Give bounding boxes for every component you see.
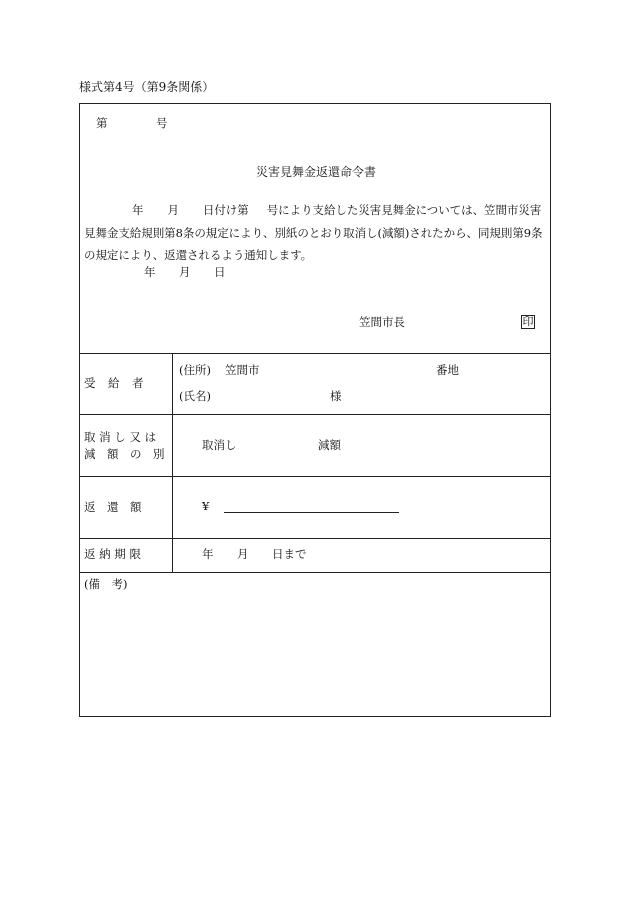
number-prefix: 第 xyxy=(96,116,108,130)
divider xyxy=(79,414,551,415)
paragraph-text-2: 号により支給した災害見舞金については、笠間市災害見舞金支給規則第8条の規定により、別紙のとおり取消し(減額)されたから、同規則第9条の規定により、返還されるよう通知します。 xyxy=(84,203,543,262)
column-divider xyxy=(172,353,173,572)
type-option-cancel: 取消し xyxy=(202,438,237,452)
paragraph-month: 月 xyxy=(167,203,179,217)
document-title: 災害見舞金返還命令書 xyxy=(256,165,377,179)
issue-year: 年 xyxy=(144,265,156,279)
name-label: (氏名) xyxy=(179,389,211,403)
deadline-label: 返 納 期 限 xyxy=(84,547,141,561)
address-suffix: 番地 xyxy=(436,363,459,377)
form-frame xyxy=(79,103,551,717)
deadline-year: 年 xyxy=(202,547,214,561)
paragraph-text-1: 日付け第 xyxy=(202,203,249,217)
type-label-line1: 取 消 し 又 は xyxy=(84,430,157,444)
form-number: 様式第4号（第9条関係） xyxy=(79,80,215,94)
divider xyxy=(79,353,551,354)
type-label-line2: 減 額 の 別 xyxy=(84,447,165,461)
seal-mark: 印 xyxy=(522,315,534,328)
type-option-reduce: 減額 xyxy=(318,438,341,452)
issuer-name: 笠間市長 xyxy=(359,315,405,329)
honorific: 様 xyxy=(330,389,342,403)
issue-day: 日 xyxy=(214,265,226,279)
deadline-month: 月 xyxy=(237,547,249,561)
divider xyxy=(79,572,551,573)
divider xyxy=(79,538,551,539)
issue-month: 月 xyxy=(179,265,191,279)
address-label: (住所) xyxy=(179,363,211,377)
currency-symbol: ¥ xyxy=(202,499,210,513)
paragraph-year: 年 xyxy=(132,203,144,217)
amount-label: 返 還 額 xyxy=(84,500,142,514)
divider xyxy=(79,476,551,477)
address-city: 笠間市 xyxy=(225,363,260,377)
recipient-label: 受 給 者 xyxy=(84,376,144,390)
remarks-label: (備 考) xyxy=(84,577,128,591)
notice-paragraph xyxy=(84,199,548,267)
amount-blank-line xyxy=(224,512,399,513)
deadline-day: 日まで xyxy=(272,547,307,561)
number-suffix: 号 xyxy=(156,116,168,130)
